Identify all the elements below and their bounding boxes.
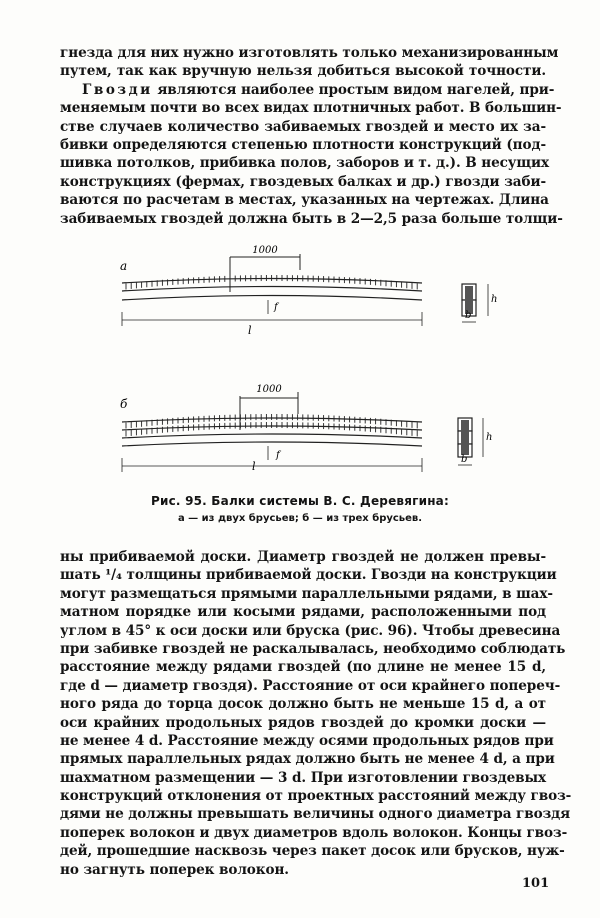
beam-a-drawing [120, 245, 497, 337]
text-line: ваются по расчетам в местах, указанных на чертежах. Длина [60, 192, 549, 209]
beams-figure [100, 240, 520, 530]
text-line: ны прибиваемой доски. Диаметр гвоздей не должен превы- [60, 549, 546, 565]
beam-b-drawing [120, 384, 492, 473]
figure-subcaption: а — из двух брусьев; б — из трех брусьев. [177, 513, 423, 524]
text-line: шать ¹/₄ толщины прибиваемой доски. Гвозди на конструкции [60, 567, 557, 584]
text-line: при забивке гвоздей не раскалывалась, необходимо соблюдать [60, 640, 566, 657]
text-line: конструкций отклонения от проектных расстояний между гвоз- [60, 788, 572, 805]
text-line: матном порядке или косыми рядами, расположенными под [60, 604, 546, 621]
section-b-h-label: h [486, 432, 493, 443]
text-line: но загнуть поперек волокон. [60, 861, 289, 878]
text-line: могут размещаться прямыми параллельными рядами, в шах- [60, 585, 553, 602]
text-line: бивки определяются степенью плотности конструкций (под- [60, 136, 546, 153]
beam-b-label: б [120, 397, 128, 411]
figure-caption: Рис. 95. Балки системы В. С. Деревягина: [151, 494, 449, 508]
top-paragraph [60, 44, 563, 228]
text-line: шивка потолков, прибивка полов, заборов и т. д.). В несущих [60, 155, 550, 172]
beam-a-deflection-label: f [274, 302, 278, 313]
text-line: не менее 4 d. Расстояние между осями продольных рядов при [60, 732, 554, 749]
bottom-paragraph [60, 548, 572, 879]
text-line: расстояние между рядами гвоздей (по длине не менее 15 d, [60, 659, 546, 676]
text-line: оси крайних продольных рядов гвоздей до кромки доски — [60, 714, 546, 731]
beam-b-nails [126, 414, 417, 437]
beam-b-deflection-label: f [276, 450, 280, 461]
text-line: конструкциях (фермах, гвоздевых балках и др.) гвозди заби- [60, 173, 546, 190]
section-a-b-label: b [465, 310, 472, 321]
beam-b-length-label: l [252, 460, 256, 473]
beam-b-span-label: 1000 [256, 384, 282, 395]
text-line: прямых параллельных рядах должно быть не менее 4 d, а при [60, 751, 555, 768]
text-line: дями не должны превышать величины одного диаметра гвоздя [60, 806, 571, 823]
beam-a-length-label: l [248, 324, 252, 337]
beam-a-span-label: 1000 [252, 245, 278, 256]
text-line: стве случаев количество забиваемых гвоздей и место их за- [60, 118, 546, 135]
text-line-rest: являются наиболее простым видом нагелей, при- [152, 81, 555, 98]
text-line: забиваемых гвоздей должна быть в 2—2,5 раза больше толщи- [60, 210, 563, 227]
text-line: путем, так как вручную нельзя добиться высокой точности. [60, 63, 546, 80]
text-line: где d — диаметр гвоздя). Расстояние от оси крайнего попереч- [60, 677, 561, 694]
page-number: 101 [522, 876, 550, 891]
text-line [60, 81, 555, 99]
text-line: углом в 45° к оси доски или бруска (рис. 96). Чтобы древесина [60, 622, 561, 639]
section-a-h-label: h [491, 294, 498, 305]
text-line: дей, прошедшие насквозь через пакет досок или брусков, нуж- [60, 843, 565, 860]
beam-a-label: а [120, 259, 128, 273]
text-line: меняемым почти во всех видах плотничных работ. В большин- [60, 100, 562, 117]
text-line: ного ряда до торца досок должно быть не меньше 15 d, а от [60, 696, 546, 713]
text-line: поперек волокон и двух диаметров вдоль волокон. Концы гвоз- [60, 824, 568, 841]
section-b-b-label: b [461, 454, 468, 465]
text-line: гнезда для них нужно изготовлять только механизированным [60, 45, 559, 61]
beam-a-nails [126, 275, 417, 290]
emphasized-term: Гвозди [82, 81, 153, 98]
text-line: шахматном размещении — 3 d. При изготовлении гвоздевых [60, 769, 546, 786]
